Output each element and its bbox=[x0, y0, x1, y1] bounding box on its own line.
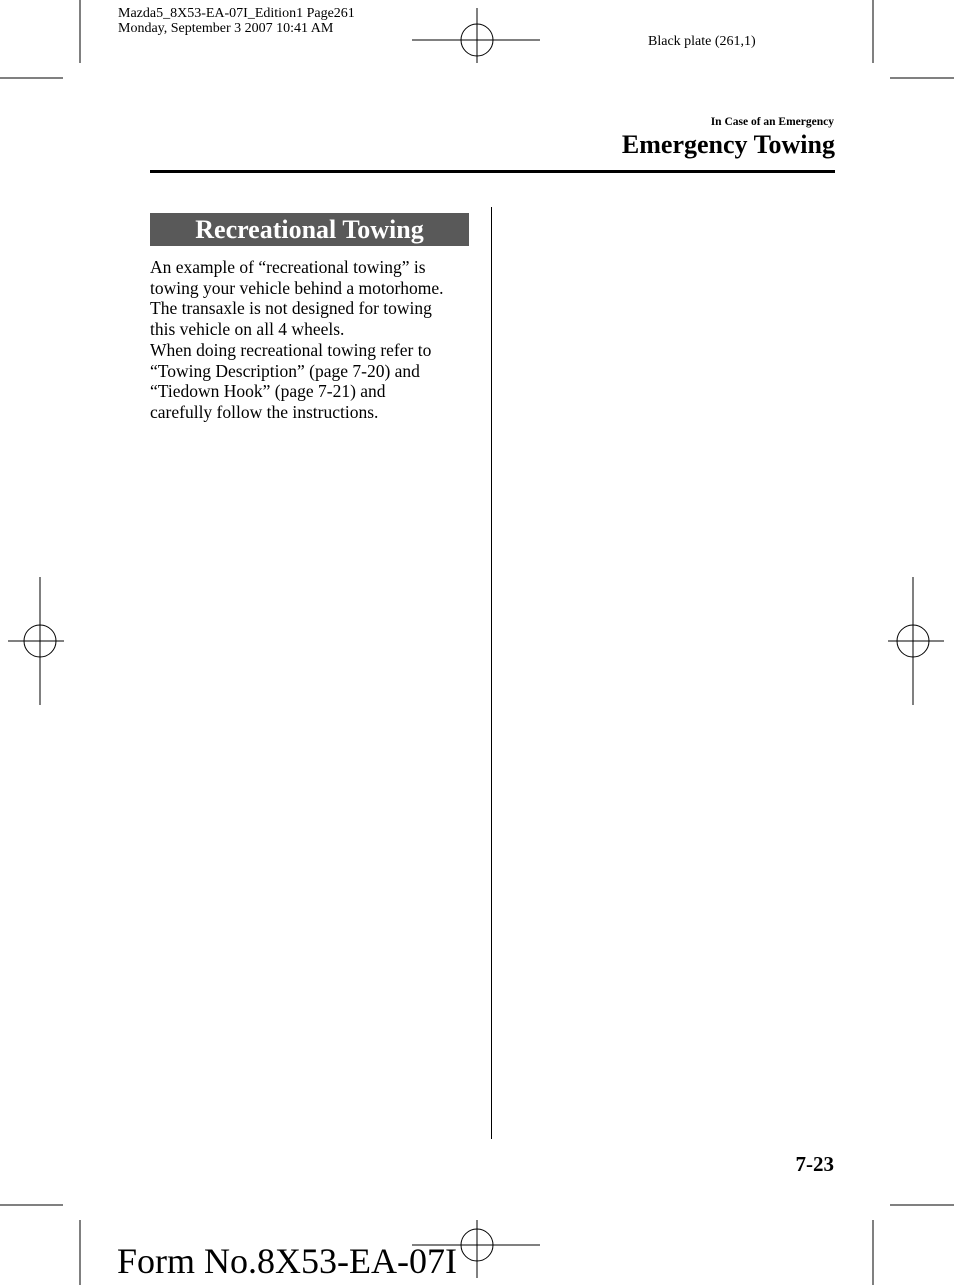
slug-date-line: Monday, September 3 2007 10:41 AM bbox=[118, 21, 334, 36]
body-line: carefully follow the instructions. bbox=[150, 401, 379, 422]
body-line: The transaxle is not designed for towing bbox=[150, 298, 432, 319]
chapter-heading: In Case of an Emergency bbox=[710, 116, 834, 128]
section-body bbox=[150, 257, 480, 423]
body-line: “Towing Description” (page 7-20) and bbox=[150, 360, 420, 381]
body-line: towing your vehicle behind a motorhome. bbox=[150, 277, 444, 298]
body-line: When doing recreational towing refer to bbox=[150, 339, 432, 360]
section-heading: Recreational Towing bbox=[150, 213, 469, 246]
header-rule bbox=[150, 170, 835, 173]
registration-target-right bbox=[888, 577, 944, 705]
slug-file-line: Mazda5_8X53-EA-07I_Edition1 Page261 bbox=[118, 6, 355, 21]
slug-plate: Black plate (261,1) bbox=[648, 34, 756, 49]
body-line: “Tiedown Hook” (page 7-21) and bbox=[150, 381, 386, 402]
body-line: An example of “recreational towing” is bbox=[150, 257, 426, 277]
form-number: Form No.8X53-EA-07I bbox=[117, 1241, 457, 1281]
body-line: this vehicle on all 4 wheels. bbox=[150, 319, 345, 340]
column-divider bbox=[491, 207, 492, 1139]
registration-target-top bbox=[412, 8, 540, 63]
page-title: Emergency Towing bbox=[621, 130, 835, 159]
page-number: 7-23 bbox=[795, 1152, 834, 1176]
registration-target-left bbox=[8, 577, 64, 705]
